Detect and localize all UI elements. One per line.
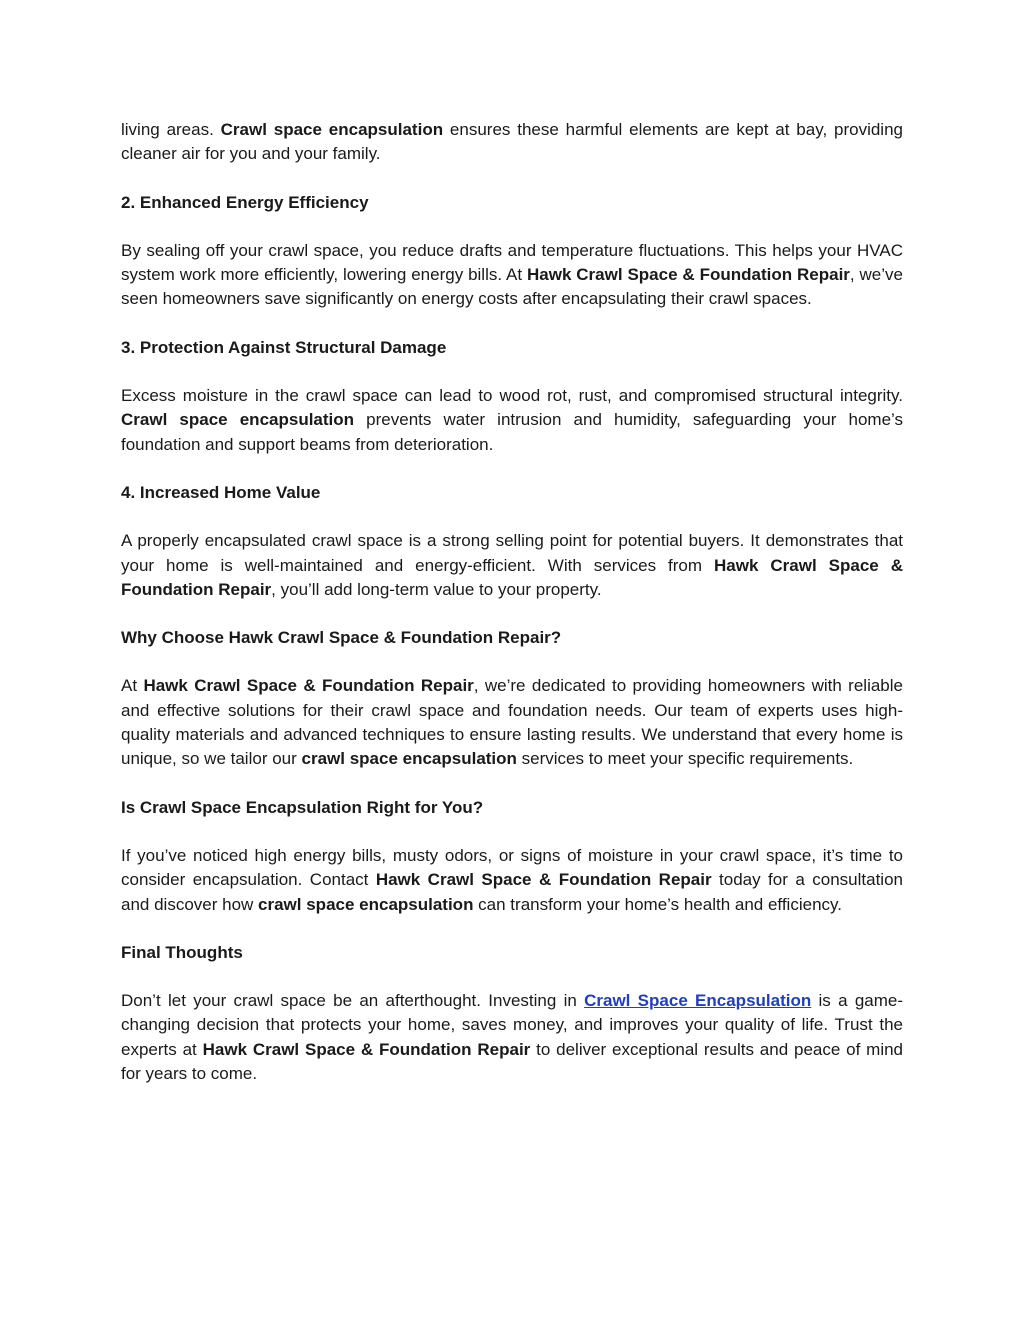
final-text-1: Don’t let your crawl space be an afterthought. Investing in	[121, 991, 585, 1011]
structural-bold-1: Crawl space encapsulation	[121, 410, 355, 430]
home-value-paragraph	[121, 529, 903, 602]
right-for-you-paragraph	[121, 844, 903, 917]
section-heading-structural-damage: 3. Protection Against Structural Damage	[121, 337, 447, 357]
section-heading-why-choose: Why Choose Hawk Crawl Space & Foundation Repair?	[121, 628, 562, 648]
section-heading-right-for-you: Is Crawl Space Encapsulation Right for You?	[121, 797, 484, 817]
why-choose-text-3: services to meet your specific requirements.	[516, 749, 854, 769]
document-page	[121, 118, 903, 1110]
final-bold-1: Hawk Crawl Space & Foundation Repair	[202, 1039, 531, 1059]
home-value-text-2: , you’ll add long-term value to your property.	[271, 579, 602, 599]
final-thoughts-paragraph	[121, 989, 903, 1086]
intro-paragraph	[121, 118, 903, 167]
right-for-you-text-1: If you’ve noticed high energy bills, musty odors, or signs of moisture in your crawl space, it’s time to consider encapsulation. Contact	[121, 845, 903, 890]
right-for-you-bold-1: Hawk Crawl Space & Foundation Repair	[375, 870, 712, 890]
final-text-3: to deliver exceptional results and peace of mind for years to come.	[121, 1039, 904, 1084]
why-choose-bold-2: crawl space encapsulation	[301, 749, 517, 769]
energy-text-2: , we’ve seen homeowners save significantly on energy costs after encapsulating their crawl spaces.	[121, 265, 903, 309]
structural-text-2: prevents water intrusion and humidity, safeguarding your home’s foundation and support beams from deterioration.	[121, 410, 904, 454]
right-for-you-text-3: can transform your home’s health and efficiency.	[473, 894, 842, 914]
energy-efficiency-paragraph	[121, 239, 903, 312]
energy-text-1: By sealing off your crawl space, you reduce drafts and temperature fluctuations. This helps your HVAC system work more efficiently, lowering energy bills. At	[121, 240, 903, 285]
right-for-you-text-2: today for a consultation and discover how	[121, 870, 903, 914]
section-heading-energy-efficiency: 2. Enhanced Energy Efficiency	[121, 192, 369, 212]
structural-damage-paragraph	[121, 384, 903, 457]
intro-bold-1: Crawl space encapsulation	[220, 120, 444, 139]
right-for-you-bold-2: crawl space encapsulation	[258, 894, 474, 914]
why-choose-text-2: , we’re dedicated to providing homeowners with reliable and effective solutions for their crawl space and foundation needs. Our team of experts uses high-quality materials and advanced techniques to ensure lasting results. We understand that every home is unique, so we tailor our	[121, 676, 903, 769]
section-heading-final-thoughts: Final Thoughts	[121, 942, 243, 962]
why-choose-bold-1: Hawk Crawl Space & Foundation Repair	[143, 676, 474, 696]
crawl-space-encapsulation-link[interactable]: Crawl Space Encapsulation	[584, 991, 812, 1011]
home-value-text-1: A properly encapsulated crawl space is a strong selling point for potential buyers. It demonstrates that your home is well-maintained and energy-efficient. With services from	[121, 531, 903, 575]
energy-bold-1: Hawk Crawl Space & Foundation Repair	[526, 265, 850, 285]
home-value-bold-1: Hawk Crawl Space & Foundation Repair	[121, 555, 903, 599]
why-choose-text-1: At	[121, 676, 144, 696]
intro-text-1: living areas.	[121, 120, 221, 139]
structural-text-1: Excess moisture in the crawl space can lead to wood rot, rust, and compromised structural integrity.	[121, 386, 903, 406]
intro-text-2: ensures these harmful elements are kept at bay, providing cleaner air for you and your family.	[121, 120, 903, 164]
section-heading-home-value: 4. Increased Home Value	[121, 482, 321, 502]
final-text-2: is a game-changing decision that protects your home, saves money, and improves your quality of life. Trust the experts at	[121, 991, 904, 1059]
why-choose-paragraph	[121, 674, 903, 771]
